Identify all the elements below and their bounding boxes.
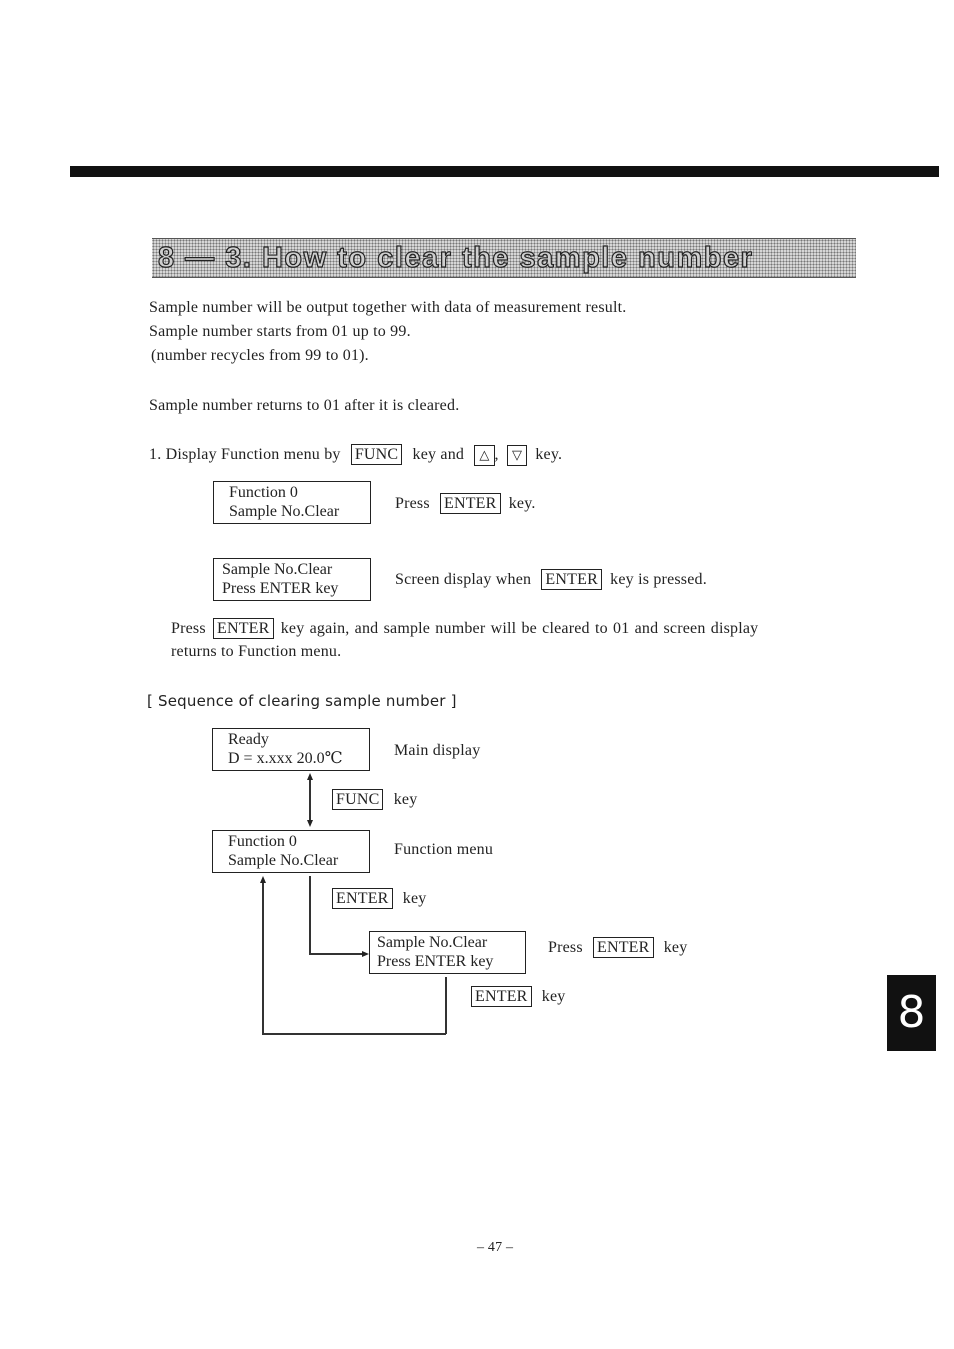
intro-line-4: Sample number returns to 01 after it is cleared. (149, 397, 460, 414)
lcd1-note-suffix: key. (508, 495, 536, 512)
lcd2-note-text: Screen display when (395, 571, 532, 588)
lcd-line-2: Sample No.Clear (229, 503, 340, 520)
lcd-line-2: Sample No.Clear (228, 852, 339, 869)
down-arrow-key-icon: ▽ (507, 445, 527, 466)
enter-key-suffix: key (541, 988, 566, 1005)
func-key: FUNC (332, 789, 383, 810)
arrow-right-icon (362, 951, 369, 957)
press-again-line-1 (171, 618, 758, 639)
step-1-prefix: 1. Display Function menu by (149, 446, 341, 463)
lcd-line-1: Sample No.Clear (222, 561, 333, 578)
return-line-left (262, 880, 264, 1034)
lcd-sample-clear (213, 558, 371, 601)
return-line-bottom (262, 1033, 446, 1035)
lcd1-note-press: Press (395, 495, 430, 512)
intro-line-1: Sample number will be output together with data of measurement result. (149, 299, 627, 316)
lcd2-note (395, 569, 707, 590)
enter-key: ENTER (541, 569, 602, 590)
lcd-line-2: D = x.xxx 20.0℃ (228, 750, 343, 767)
enter-key-suffix: key (402, 890, 427, 907)
intro-line-2: Sample number starts from 01 up to 99. (149, 323, 411, 340)
lcd-main-display (212, 728, 370, 771)
func-key-suffix: key (393, 791, 418, 808)
clear-note (548, 937, 687, 958)
enter-key: ENTER (213, 618, 274, 639)
lcd-line-2: Press ENTER key (377, 953, 494, 970)
function-menu-label: Function menu (394, 841, 494, 858)
main-display-label: Main display (394, 742, 481, 759)
lcd-line-1: Ready (228, 731, 269, 748)
forward-line-horizontal (309, 953, 363, 955)
lcd-line-1: Sample No.Clear (377, 934, 488, 951)
connector-line (309, 779, 311, 821)
sequence-title: [ Sequence of clearing sample number ] (147, 692, 457, 710)
forward-line-vertical (309, 876, 311, 954)
enter-key: ENTER (332, 888, 393, 909)
arrow-up-icon (260, 876, 266, 883)
arrow-down-icon (307, 820, 313, 827)
enter-key-step-1 (332, 888, 426, 909)
clear-note-press: Press (548, 939, 583, 956)
lcd-function-menu (213, 481, 371, 524)
lcd-sample-clear (369, 931, 526, 974)
section-title: 8 — 3. How to clear the sample number (158, 242, 754, 274)
clear-note-suffix: key (663, 939, 688, 956)
press-again-rest: key again, and sample number will be cleared to 01 and screen display (280, 620, 759, 637)
enter-key: ENTER (593, 937, 654, 958)
lcd-line-2: Press ENTER key (222, 580, 339, 597)
step-1-and: key and (412, 446, 465, 463)
step-1 (149, 444, 562, 466)
press-again-line-2: returns to Function menu. (171, 643, 342, 660)
header-rule (70, 166, 939, 177)
enter-key: ENTER (471, 986, 532, 1007)
lcd-function-menu (212, 830, 370, 873)
enter-key: ENTER (440, 493, 501, 514)
step-1-suffix: key. (535, 446, 563, 463)
arrow-up-icon (307, 773, 313, 780)
lcd-line-1: Function 0 (229, 484, 298, 501)
func-key-step (332, 789, 417, 810)
up-arrow-key-icon: △ (474, 445, 494, 466)
return-line-right (445, 977, 447, 1034)
lcd-line-1: Function 0 (228, 833, 297, 850)
press-again-press: Press (171, 620, 206, 637)
step-1-comma: , (494, 446, 499, 463)
chapter-tab: 8 (887, 975, 936, 1051)
func-key: FUNC (351, 444, 402, 465)
enter-key-step-2 (471, 986, 565, 1007)
intro-line-3: (number recycles from 99 to 01). (151, 347, 369, 364)
lcd2-note-suffix: key is pressed. (610, 571, 707, 588)
page-number: – 47 – (477, 1240, 514, 1255)
lcd1-note (395, 493, 536, 514)
